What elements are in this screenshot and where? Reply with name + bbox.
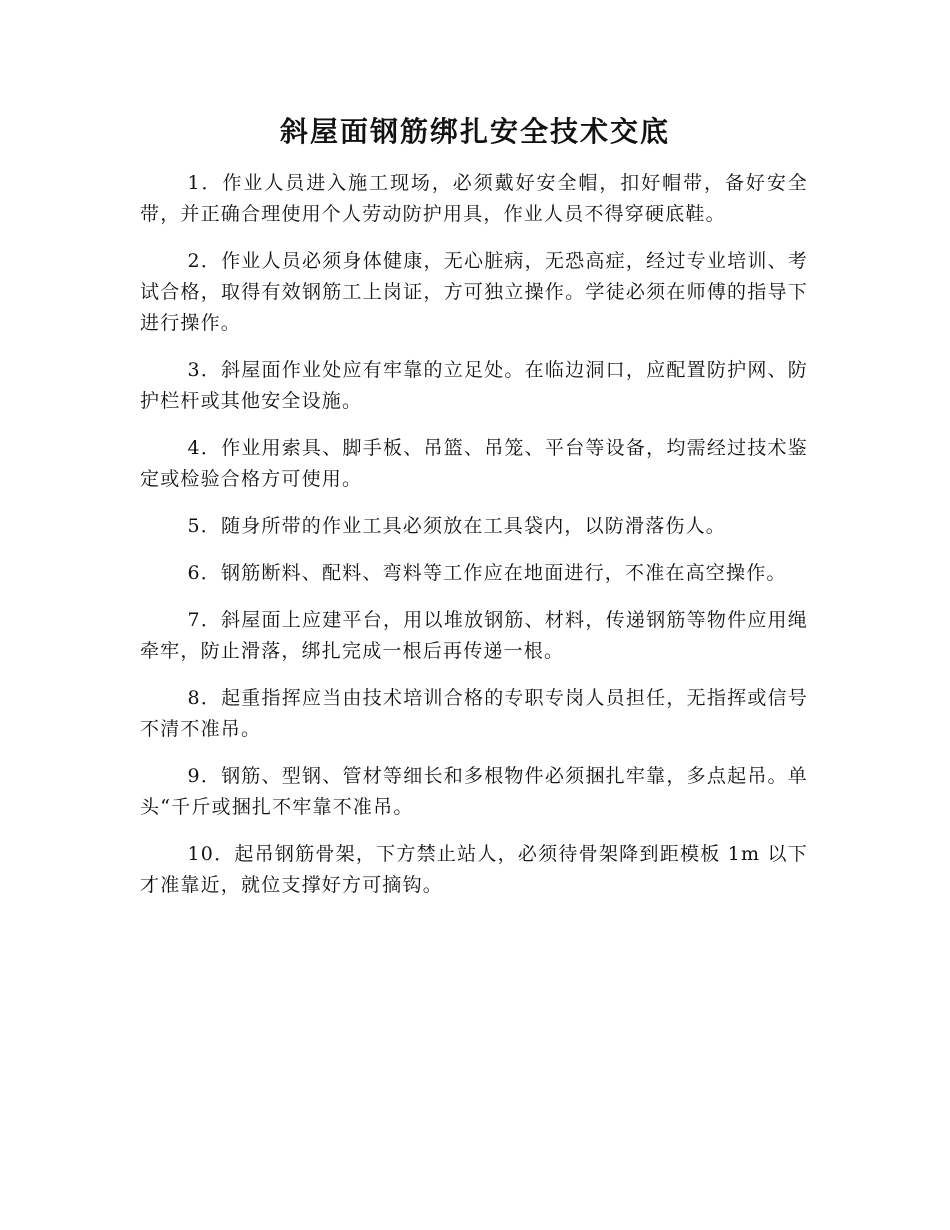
paragraph-10: 10．起吊钢筋骨架，下方禁止站人，必须待骨架降到距模板 1m 以下才准靠近，就位支撑好方可摘钩。: [140, 843, 808, 896]
paragraph-3: 3．斜屋面作业处应有牢靠的立足处。在临边洞口，应配置防护网、防护栏杆或其他安全设施。: [140, 359, 808, 412]
paragraph-2: 2．作业人员必须身体健康，无心脏病，无恐高症，经过专业培训、考试合格，取得有效钢筋工上岗证，方可独立操作。学徒必须在师傅的指导下进行操作。: [140, 250, 808, 334]
paragraph-7: 7．斜屋面上应建平台，用以堆放钢筋、材料，传递钢筋等物件应用绳牵牢，防止滑落，绑扎完成一根后再传递一根。: [140, 609, 808, 662]
document-title: 斜屋面钢筋绑扎安全技术交底: [279, 115, 670, 148]
document-body: [140, 168, 808, 917]
paragraph-6: 6．钢筋断料、配料、弯料等工作应在地面进行，不准在高空操作。: [187, 562, 787, 584]
paragraph-9: 9．钢筋、型钢、管材等细长和多根物件必须捆扎牢靠，多点起吊。单头“千斤或捆扎不牢靠不准吊。: [140, 765, 808, 818]
paragraph-8: 8．起重指挥应当由技术培训合格的专职专岗人员担任，无指挥或信号不清不准吊。: [140, 687, 808, 740]
paragraph-1: 1．作业人员进入施工现场，必须戴好安全帽，扣好帽带，备好安全带，并正确合理使用个人劳动防护用具，作业人员不得穿硬底鞋。: [140, 172, 808, 225]
paragraph-4: 4．作业用索具、脚手板、吊篮、吊笼、平台等设备，均需经过技术鉴定或检验合格方可使用。: [140, 437, 808, 490]
paragraph-5: 5．随身所带的作业工具必须放在工具袋内，以防滑落伤人。: [187, 515, 726, 537]
